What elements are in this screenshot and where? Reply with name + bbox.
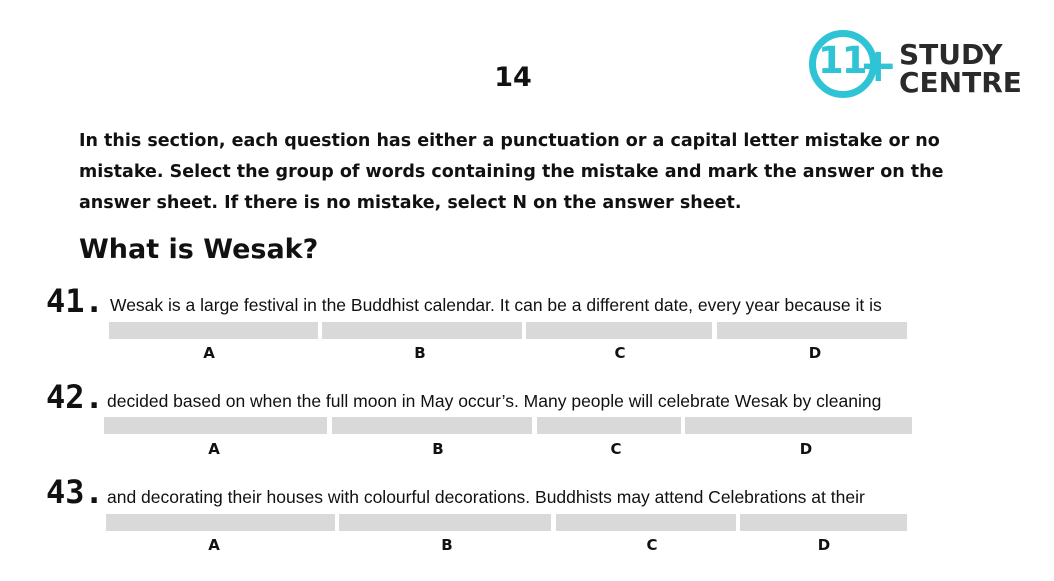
option-label-c: C [646,536,658,554]
instructions: In this section, each question has either a punctuation or a capital letter mistake or no mistake. Select the group of words containing the mistake and mark the answer on the answer sheet. If there is no mistake, select N on the answer sheet. [79,131,944,213]
option-label-d: D [799,440,813,458]
option-label-a: A [208,440,220,458]
answer-segment-a[interactable] [104,417,327,434]
question-text: and decorating their houses with colourful decorations. Buddhists may attend Celebrations at their [107,487,865,507]
logo-text [899,38,1022,99]
question-number: 43. [46,473,104,511]
logo-line-study: STUDY [899,38,1003,71]
option-label-c: C [614,344,626,362]
answer-segment-d[interactable] [685,417,912,434]
question-number: 41. [46,282,104,320]
question-text: Wesak is a large festival in the Buddhist calendar. It can be a different date, every year because it is [110,295,882,315]
option-label-a: A [208,536,220,554]
option-label-b: B [432,440,444,458]
question-text: decided based on when the full moon in May occur’s. Many people will celebrate Wesak by cleaning [107,391,882,411]
option-label-b: B [414,344,426,362]
answer-segment-c[interactable] [526,322,712,339]
answer-segment-b[interactable] [339,514,551,531]
option-label-d: D [808,344,822,362]
answer-segment-a[interactable] [109,322,318,339]
answer-segment-c[interactable] [537,417,681,434]
section-heading: What is Wesak? [79,234,319,265]
option-label-b: B [441,536,453,554]
logo-number: 11 [818,39,866,82]
answer-segment-c[interactable] [556,514,736,531]
answer-segment-d[interactable] [717,322,907,339]
option-label-d: D [817,536,831,554]
answer-segment-a[interactable] [106,514,335,531]
page-number: 14 [494,62,532,93]
answer-segment-d[interactable] [740,514,907,531]
logo-line-centre: CENTRE [899,66,1022,99]
eleven-plus-study-centre-logo [806,27,1036,109]
option-label-c: C [610,440,622,458]
option-label-a: A [203,344,215,362]
logo-plus: + [859,38,898,92]
question-number: 42. [46,378,104,416]
answer-segment-b[interactable] [332,417,532,434]
answer-segment-b[interactable] [322,322,522,339]
